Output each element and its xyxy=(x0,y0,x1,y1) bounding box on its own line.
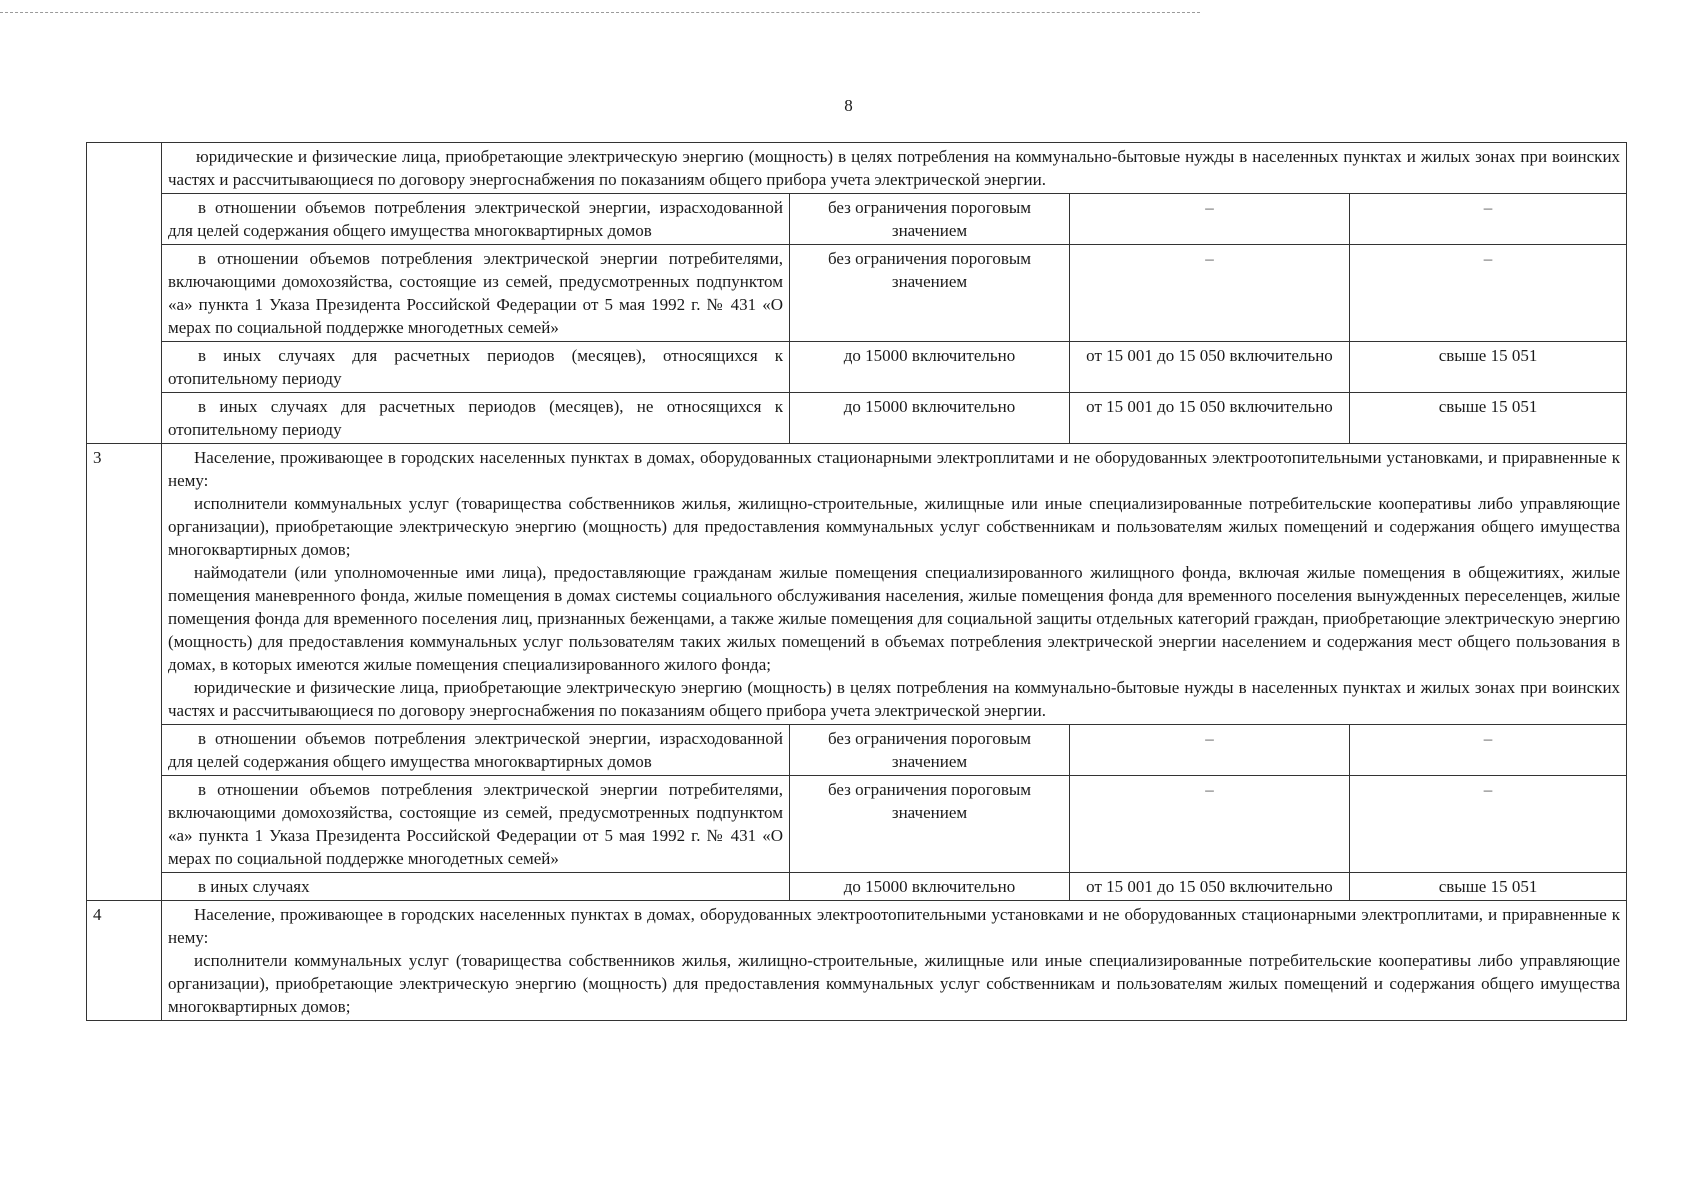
range-2-cell: от 15 001 до 15 050 включительно xyxy=(1070,342,1350,393)
criterion-cell: в иных случаях xyxy=(162,873,790,901)
scan-artifact-line xyxy=(0,12,1200,13)
range-2-cell: – xyxy=(1070,194,1350,245)
range-1-cell: без ограничения пороговым значением xyxy=(790,245,1070,342)
table-row xyxy=(87,873,1627,901)
row-number-cell: 4 xyxy=(87,901,162,1021)
table-row xyxy=(87,725,1627,776)
table-row xyxy=(87,393,1627,444)
range-1-cell: без ограничения пороговым значением xyxy=(790,194,1070,245)
category-description-cell xyxy=(162,444,1627,725)
category-paragraph: Население, проживающее в городских населенных пунктах в домах, оборудованных стационарными электроплитами и не оборудованных электроотопительными установками, и приравненные к нему: xyxy=(168,448,1621,490)
tariff-table xyxy=(86,142,1627,1021)
range-1-cell: без ограничения пороговым значением xyxy=(790,725,1070,776)
range-2-cell: от 15 001 до 15 050 включительно xyxy=(1070,873,1350,901)
page-number: 8 xyxy=(844,96,853,115)
range-3-cell: – xyxy=(1350,245,1627,342)
range-3-cell: свыше 15 051 xyxy=(1350,873,1627,901)
range-2-cell: от 15 001 до 15 050 включительно xyxy=(1070,393,1350,444)
category-paragraph: наймодатели (или уполномоченные ими лица), предоставляющие гражданам жилые помещения специализированного жилищного фонда, включая жилые помещения в общежитиях, жилые помещения маневренного фонда, жилые помещения в домах системы социального обслуживания населения, жилые помещения фонда для временного поселения вынужденных переселенцев, жилые помещения фонда для временного поселения лиц, признанных беженцами, а также жилые помещения для социальной защиты отдельных категорий граждан, приобретающие электрическую энергию (мощность) для предоставления коммунальных услуг пользователям таких жилых помещений в объемах потребления электрической энергии населением и содержания мест общего пользования в домах, в которых имеются жилые помещения специализированного жилого фонда; xyxy=(168,563,1621,674)
criterion-cell: в иных случаях для расчетных периодов (месяцев), относящихся к отопительному периоду xyxy=(162,342,790,393)
table-row xyxy=(87,901,1627,1021)
range-1-cell: до 15000 включительно xyxy=(790,342,1070,393)
table-row xyxy=(87,444,1627,725)
criterion-cell: в отношении объемов потребления электрической энергии, израсходованной для целей содержания общего имущества многоквартирных домов xyxy=(162,725,790,776)
range-2-cell: – xyxy=(1070,725,1350,776)
criterion-cell: в иных случаях для расчетных периодов (месяцев), не относящихся к отопительному периоду xyxy=(162,393,790,444)
range-2-cell: – xyxy=(1070,245,1350,342)
criterion-cell: в отношении объемов потребления электрической энергии, израсходованной для целей содержания общего имущества многоквартирных домов xyxy=(162,194,790,245)
category-paragraph: Население, проживающее в городских населенных пунктах в домах, оборудованных электроотопительными установками и не оборудованных стационарными электроплитами, и приравненные к нему: xyxy=(168,905,1621,947)
range-3-cell: – xyxy=(1350,776,1627,873)
row-number-cell: 3 xyxy=(87,444,162,901)
category-paragraph: исполнители коммунальных услуг (товарищества собственников жилья, жилищно-строительные, жилищные или иные специализированные потребительские кооперативы либо управляющие организации), приобретающие электрическую энергию (мощность) для предоставления коммунальных услуг собственникам и пользователям жилых помещений и содержания общего имущества многоквартирных домов; xyxy=(168,494,1621,559)
table-row xyxy=(87,194,1627,245)
table-row xyxy=(87,143,1627,194)
range-3-cell: – xyxy=(1350,725,1627,776)
category-description-cell xyxy=(162,901,1627,1021)
category-paragraph: юридические и физические лица, приобретающие электрическую энергию (мощность) в целях потребления на коммунально-бытовые нужды в населенных пунктах и жилых зонах при воинских частях и рассчитывающиеся по договору энергоснабжения по показаниям общего прибора учета электрической энергии. xyxy=(168,678,1621,720)
range-1-cell: без ограничения пороговым значением xyxy=(790,776,1070,873)
range-3-cell: свыше 15 051 xyxy=(1350,342,1627,393)
category-paragraph: юридические и физические лица, приобретающие электрическую энергию (мощность) в целях потребления на коммунально-бытовые нужды в населенных пунктах и жилых зонах при воинских частях и рассчитывающиеся по договору энергоснабжения по показаниям общего прибора учета электрической энергии. xyxy=(168,147,1621,189)
table-row xyxy=(87,342,1627,393)
category-paragraph: исполнители коммунальных услуг (товарищества собственников жилья, жилищно-строительные, жилищные или иные специализированные потребительские кооперативы либо управляющие организации), приобретающие электрическую энергию (мощность) для предоставления коммунальных услуг собственникам и пользователям жилых помещений и содержания общего имущества многоквартирных домов; xyxy=(168,951,1621,1016)
range-3-cell: свыше 15 051 xyxy=(1350,393,1627,444)
row-number-cell xyxy=(87,143,162,444)
range-3-cell: – xyxy=(1350,194,1627,245)
range-1-cell: до 15000 включительно xyxy=(790,873,1070,901)
category-description-cell xyxy=(162,143,1627,194)
table-row xyxy=(87,245,1627,342)
criterion-cell: в отношении объемов потребления электрической энергии потребителями, включающими домохозяйства, состоящие из семей, предусмотренных подпунктом «а» пункта 1 Указа Президента Российской Федерации от 5 мая 1992 г. № 431 «О мерах по социальной поддержке многодетных семей» xyxy=(162,245,790,342)
table-row xyxy=(87,776,1627,873)
range-2-cell: – xyxy=(1070,776,1350,873)
range-1-cell: до 15000 включительно xyxy=(790,393,1070,444)
criterion-cell: в отношении объемов потребления электрической энергии потребителями, включающими домохозяйства, состоящие из семей, предусмотренных подпунктом «а» пункта 1 Указа Президента Российской Федерации от 5 мая 1992 г. № 431 «О мерах по социальной поддержке многодетных семей» xyxy=(162,776,790,873)
